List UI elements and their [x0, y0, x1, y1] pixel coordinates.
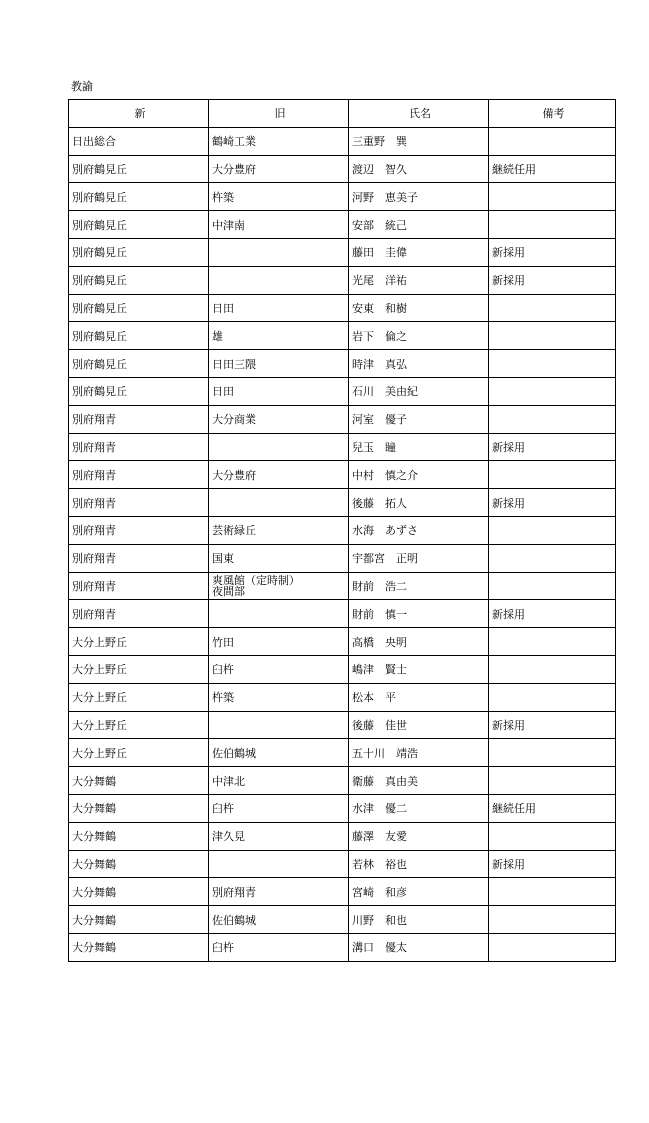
new-school-cell: 別府鶴見丘 — [69, 155, 209, 183]
table-row — [69, 794, 616, 822]
remarks-cell — [489, 933, 616, 961]
name-cell: 後藤 拓人 — [349, 489, 489, 517]
new-school-cell: 別府翔青 — [69, 544, 209, 572]
new-school-cell: 大分舞鶴 — [69, 767, 209, 795]
remarks-cell — [489, 628, 616, 656]
remarks-cell: 継続任用 — [489, 155, 616, 183]
name-cell: 河室 優子 — [349, 405, 489, 433]
table-row — [69, 878, 616, 906]
table-row — [69, 489, 616, 517]
new-school-cell: 別府翔青 — [69, 516, 209, 544]
column-header-name: 氏名 — [349, 100, 489, 128]
remarks-cell — [489, 544, 616, 572]
remarks-cell — [489, 655, 616, 683]
new-school-cell: 大分上野丘 — [69, 628, 209, 656]
old-school-cell — [209, 600, 349, 628]
remarks-cell: 新採用 — [489, 600, 616, 628]
remarks-cell — [489, 878, 616, 906]
name-cell: 川野 和也 — [349, 906, 489, 934]
table-row — [69, 238, 616, 266]
table-row — [69, 266, 616, 294]
remarks-cell: 新採用 — [489, 850, 616, 878]
remarks-cell — [489, 767, 616, 795]
table-row — [69, 544, 616, 572]
new-school-cell: 別府翔青 — [69, 461, 209, 489]
remarks-cell: 新採用 — [489, 489, 616, 517]
table-row — [69, 461, 616, 489]
remarks-cell — [489, 294, 616, 322]
name-cell: 財前 浩二 — [349, 572, 489, 600]
new-school-cell: 別府鶴見丘 — [69, 238, 209, 266]
new-school-cell: 大分舞鶴 — [69, 794, 209, 822]
remarks-cell — [489, 377, 616, 405]
remarks-cell: 新採用 — [489, 238, 616, 266]
name-cell: 中村 慎之介 — [349, 461, 489, 489]
new-school-cell: 別府翔青 — [69, 600, 209, 628]
old-school-cell: 津久見 — [209, 822, 349, 850]
name-cell: 水海 あずさ — [349, 516, 489, 544]
remarks-cell: 新採用 — [489, 711, 616, 739]
old-school-cell: 竹田 — [209, 628, 349, 656]
old-school-cell — [209, 850, 349, 878]
old-school-cell: 大分豊府 — [209, 461, 349, 489]
new-school-cell: 別府鶴見丘 — [69, 350, 209, 378]
old-school-cell — [209, 238, 349, 266]
name-cell: 五十川 靖浩 — [349, 739, 489, 767]
table-row — [69, 767, 616, 795]
column-header-remarks: 備考 — [489, 100, 616, 128]
name-cell: 河野 恵美子 — [349, 183, 489, 211]
header-row — [69, 100, 616, 128]
remarks-cell — [489, 211, 616, 239]
new-school-cell: 別府鶴見丘 — [69, 294, 209, 322]
remarks-cell — [489, 405, 616, 433]
name-cell: 岩下 倫之 — [349, 322, 489, 350]
table-row — [69, 822, 616, 850]
name-cell: 渡辺 智久 — [349, 155, 489, 183]
remarks-cell: 継続任用 — [489, 794, 616, 822]
name-cell: 安東 和樹 — [349, 294, 489, 322]
new-school-cell: 別府翔青 — [69, 405, 209, 433]
section-title: 教諭 — [71, 80, 93, 93]
new-school-cell: 別府鶴見丘 — [69, 377, 209, 405]
old-school-cell: 佐伯鶴城 — [209, 906, 349, 934]
table-row — [69, 155, 616, 183]
name-cell: 三重野 巽 — [349, 127, 489, 155]
name-cell: 水津 優二 — [349, 794, 489, 822]
old-school-cell — [209, 489, 349, 517]
old-school-cell: 日田三隈 — [209, 350, 349, 378]
name-cell: 衛藤 真由美 — [349, 767, 489, 795]
remarks-cell — [489, 127, 616, 155]
old-school-cell — [209, 711, 349, 739]
old-school-cell: 雄 — [209, 322, 349, 350]
old-school-cell: 臼杵 — [209, 933, 349, 961]
old-school-cell: 別府翔青 — [209, 878, 349, 906]
table-row — [69, 933, 616, 961]
name-cell: 時津 真弘 — [349, 350, 489, 378]
table-row — [69, 739, 616, 767]
name-cell: 宮崎 和彦 — [349, 878, 489, 906]
table-row — [69, 322, 616, 350]
name-cell: 後藤 佳世 — [349, 711, 489, 739]
old-school-cell: 臼杵 — [209, 655, 349, 683]
new-school-cell: 大分舞鶴 — [69, 850, 209, 878]
name-cell: 光尾 洋祐 — [349, 266, 489, 294]
old-school-cell: 中津北 — [209, 767, 349, 795]
remarks-cell — [489, 183, 616, 211]
old-school-cell: 中津南 — [209, 211, 349, 239]
name-cell: 嶋津 賢士 — [349, 655, 489, 683]
remarks-cell: 新採用 — [489, 266, 616, 294]
old-school-cell: 大分豊府 — [209, 155, 349, 183]
name-cell: 溝口 優太 — [349, 933, 489, 961]
remarks-cell — [489, 461, 616, 489]
new-school-cell: 大分上野丘 — [69, 655, 209, 683]
old-school-cell: 杵築 — [209, 183, 349, 211]
table-row — [69, 628, 616, 656]
name-cell: 若林 裕也 — [349, 850, 489, 878]
name-cell: 財前 慎一 — [349, 600, 489, 628]
column-header-old: 旧 — [209, 100, 349, 128]
old-school-cell: 鶴崎工業 — [209, 127, 349, 155]
name-cell: 松本 平 — [349, 683, 489, 711]
table-row — [69, 127, 616, 155]
remarks-cell — [489, 906, 616, 934]
name-cell: 安部 統己 — [349, 211, 489, 239]
new-school-cell: 大分舞鶴 — [69, 822, 209, 850]
new-school-cell: 別府鶴見丘 — [69, 211, 209, 239]
name-cell: 兒玉 瞳 — [349, 433, 489, 461]
table-row — [69, 850, 616, 878]
table-row — [69, 433, 616, 461]
remarks-cell — [489, 683, 616, 711]
new-school-cell: 別府鶴見丘 — [69, 322, 209, 350]
old-school-cell — [209, 433, 349, 461]
table-row — [69, 350, 616, 378]
remarks-cell — [489, 516, 616, 544]
old-school-cell: 日田 — [209, 377, 349, 405]
table-row — [69, 377, 616, 405]
remarks-cell — [489, 322, 616, 350]
new-school-cell: 別府翔青 — [69, 572, 209, 600]
remarks-cell — [489, 739, 616, 767]
table-row — [69, 211, 616, 239]
old-school-cell: 大分商業 — [209, 405, 349, 433]
table-row — [69, 683, 616, 711]
old-school-cell: 日田 — [209, 294, 349, 322]
name-cell: 宇都宮 正明 — [349, 544, 489, 572]
new-school-cell: 大分上野丘 — [69, 711, 209, 739]
old-school-cell: 国東 — [209, 544, 349, 572]
new-school-cell: 別府翔青 — [69, 433, 209, 461]
new-school-cell: 大分舞鶴 — [69, 906, 209, 934]
name-cell: 高橋 央明 — [349, 628, 489, 656]
table-row — [69, 600, 616, 628]
table-row — [69, 572, 616, 600]
old-school-cell: 佐伯鶴城 — [209, 739, 349, 767]
new-school-cell: 別府鶴見丘 — [69, 266, 209, 294]
remarks-cell: 新採用 — [489, 433, 616, 461]
new-school-cell: 大分舞鶴 — [69, 878, 209, 906]
name-cell: 藤澤 友愛 — [349, 822, 489, 850]
new-school-cell: 大分上野丘 — [69, 739, 209, 767]
new-school-cell: 別府鶴見丘 — [69, 183, 209, 211]
table-row — [69, 183, 616, 211]
new-school-cell: 大分舞鶴 — [69, 933, 209, 961]
table-row — [69, 711, 616, 739]
name-cell: 石川 美由紀 — [349, 377, 489, 405]
remarks-cell — [489, 572, 616, 600]
remarks-cell — [489, 350, 616, 378]
remarks-cell — [489, 822, 616, 850]
table-row — [69, 516, 616, 544]
personnel-table — [68, 99, 616, 962]
old-school-cell: 芸術緑丘 — [209, 516, 349, 544]
table-row — [69, 655, 616, 683]
table-row — [69, 405, 616, 433]
old-school-cell: 臼杵 — [209, 794, 349, 822]
new-school-cell: 別府翔青 — [69, 489, 209, 517]
table-row — [69, 294, 616, 322]
new-school-cell: 日出総合 — [69, 127, 209, 155]
old-school-cell: 杵築 — [209, 683, 349, 711]
new-school-cell: 大分上野丘 — [69, 683, 209, 711]
name-cell: 藤田 圭偉 — [349, 238, 489, 266]
old-school-cell: 爽風館（定時制） 夜間部 — [209, 572, 349, 600]
old-school-cell — [209, 266, 349, 294]
table-row — [69, 906, 616, 934]
column-header-new: 新 — [69, 100, 209, 128]
